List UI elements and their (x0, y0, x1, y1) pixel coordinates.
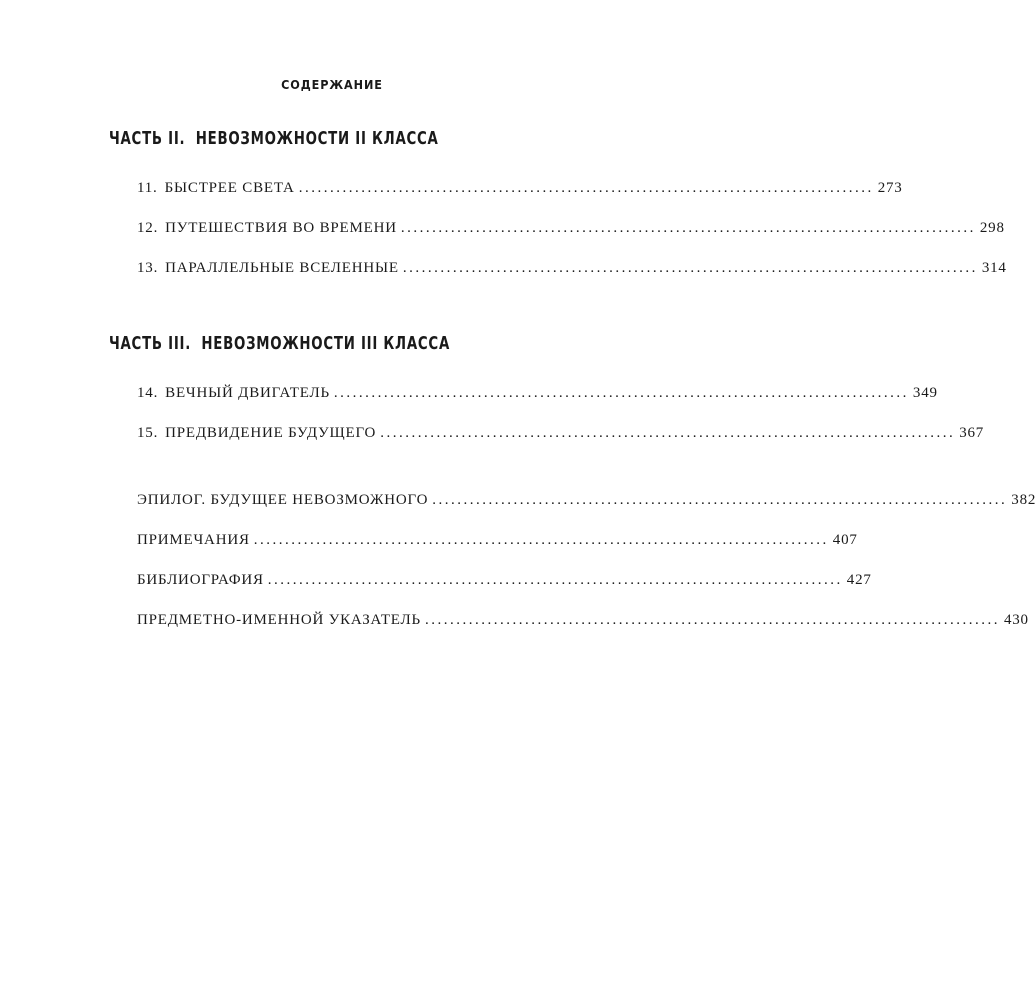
toc-entry-index[interactable] (137, 612, 1029, 629)
dot-leader: ............................................................................................ (267, 572, 843, 588)
toc-entry-15[interactable] (137, 425, 985, 442)
part-title: НЕВОЗМОЖНОСТИ II КЛАССА (195, 128, 439, 149)
entry-title: ПРИМЕЧАНИЯ (137, 532, 250, 548)
page-number: 407 (832, 532, 858, 548)
chapter-title: БЫСТРЕЕ СВЕТА (164, 180, 295, 196)
chapter-number: 12. (137, 220, 159, 236)
page-number: 427 (846, 572, 872, 588)
dot-leader: ............................................................................................ (380, 425, 956, 441)
toc-entry-bibliography[interactable] (137, 572, 872, 589)
toc-entry-12[interactable] (137, 220, 1005, 237)
part-heading-3 (109, 333, 464, 354)
entry-title: БИБЛИОГРАФИЯ (137, 572, 264, 588)
part-label: ЧАСТЬ II. (109, 128, 186, 149)
chapter-title: ПАРАЛЛЕЛЬНЫЕ ВСЕЛЕННЫЕ (165, 260, 399, 276)
entry-title: ЭПИЛОГ. БУДУЩЕЕ НЕВОЗМОЖНОГО (137, 492, 429, 508)
toc-entry-epilogue[interactable] (137, 492, 1036, 509)
page-number: 367 (959, 425, 985, 441)
page-number: 382 (1011, 492, 1036, 508)
page-number: 273 (877, 180, 903, 196)
part-title: НЕВОЗМОЖНОСТИ III КЛАССА (201, 333, 450, 354)
page-number: 298 (979, 220, 1005, 236)
chapter-number: 14. (137, 385, 159, 401)
chapter-title: ВЕЧНЫЙ ДВИГАТЕЛЬ (165, 385, 330, 401)
dot-leader: ............................................................................................ (402, 260, 978, 276)
chapter-number: 13. (137, 260, 159, 276)
toc-entry-14[interactable] (137, 385, 938, 402)
page-number: 430 (1003, 612, 1029, 628)
part-heading-2 (109, 128, 464, 149)
page-number: 349 (912, 385, 938, 401)
dot-leader: ............................................................................................ (432, 492, 1008, 508)
chapter-title: ПУТЕШЕСТВИЯ ВО ВРЕМЕНИ (165, 220, 397, 236)
toc-entry-11[interactable] (137, 180, 903, 197)
dot-leader: ............................................................................................ (333, 385, 909, 401)
entry-title: ПРЕДМЕТНО-ИМЕННОЙ УКАЗАТЕЛЬ (137, 612, 421, 628)
dot-leader: ............................................................................................ (400, 220, 976, 236)
toc-entry-13[interactable] (137, 260, 1007, 277)
chapter-number: 11. (137, 180, 158, 196)
part-label: ЧАСТЬ III. (109, 333, 192, 354)
dot-leader: ............................................................................................ (424, 612, 1000, 628)
page-number: 314 (981, 260, 1007, 276)
page-title: СОДЕРЖАНИЕ (281, 77, 383, 92)
dot-leader: ............................................................................................ (298, 180, 874, 196)
toc-entry-notes[interactable] (137, 532, 858, 549)
dot-leader: ............................................................................................ (253, 532, 829, 548)
chapter-number: 15. (137, 425, 159, 441)
chapter-title: ПРЕДВИДЕНИЕ БУДУЩЕГО (165, 425, 377, 441)
